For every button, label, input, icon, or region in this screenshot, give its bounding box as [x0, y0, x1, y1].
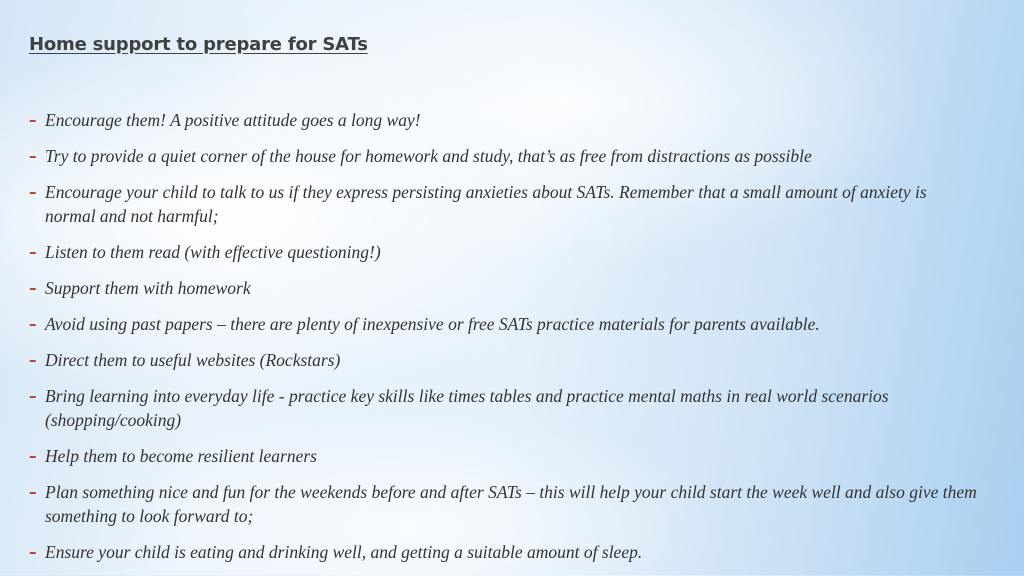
- bullet-marker: –: [29, 315, 37, 333]
- slide-title: Home support to prepare for SATs: [29, 34, 368, 55]
- bullet-marker: –: [29, 543, 37, 561]
- bullet-text: Try to provide a quiet corner of the house for homework and study, that’s as free from distractions as possible: [45, 146, 812, 166]
- list-item: [29, 312, 979, 336]
- list-item: [29, 384, 979, 432]
- bullet-marker: –: [29, 483, 37, 501]
- list-item: [29, 240, 979, 264]
- bullet-text: Encourage your child to talk to us if they express persisting anxieties about SATs. Remember that a small amount of anxiety is normal and not harmful;: [45, 182, 927, 226]
- bullet-marker: –: [29, 111, 37, 129]
- list-item: [29, 108, 979, 132]
- bullet-list: [29, 108, 979, 576]
- bullet-marker: –: [29, 279, 37, 297]
- bullet-text: Direct them to useful websites (Rockstars): [45, 350, 341, 370]
- list-item: [29, 144, 979, 168]
- list-item: [29, 444, 979, 468]
- bullet-marker: –: [29, 447, 37, 465]
- list-item: [29, 480, 979, 528]
- bullet-text: Encourage them! A positive attitude goes a long way!: [45, 110, 421, 130]
- bullet-text: Ensure your child is eating and drinking well, and getting a suitable amount of sleep.: [45, 542, 643, 562]
- bullet-text: Avoid using past papers – there are plenty of inexpensive or free SATs practice materials for parents available.: [45, 314, 820, 334]
- bullet-text: Bring learning into everyday life - practice key skills like times tables and practice mental maths in real world scenarios (shopping/cooking): [45, 386, 889, 430]
- list-item: [29, 276, 979, 300]
- bullet-text: Support them with homework: [45, 278, 251, 298]
- bullet-marker: –: [29, 351, 37, 369]
- bullet-marker: –: [29, 387, 37, 405]
- list-item: [29, 180, 979, 228]
- bullet-marker: –: [29, 147, 37, 165]
- list-item: [29, 348, 979, 372]
- list-item: [29, 540, 979, 564]
- bullet-marker: –: [29, 183, 37, 201]
- bullet-text: Plan something nice and fun for the weekends before and after SATs – this will help your child start the week well and also give them something to look forward to;: [45, 482, 977, 526]
- bullet-marker: –: [29, 243, 37, 261]
- bullet-text: Listen to them read (with effective questioning!): [45, 242, 381, 262]
- bullet-text: Help them to become resilient learners: [45, 446, 317, 466]
